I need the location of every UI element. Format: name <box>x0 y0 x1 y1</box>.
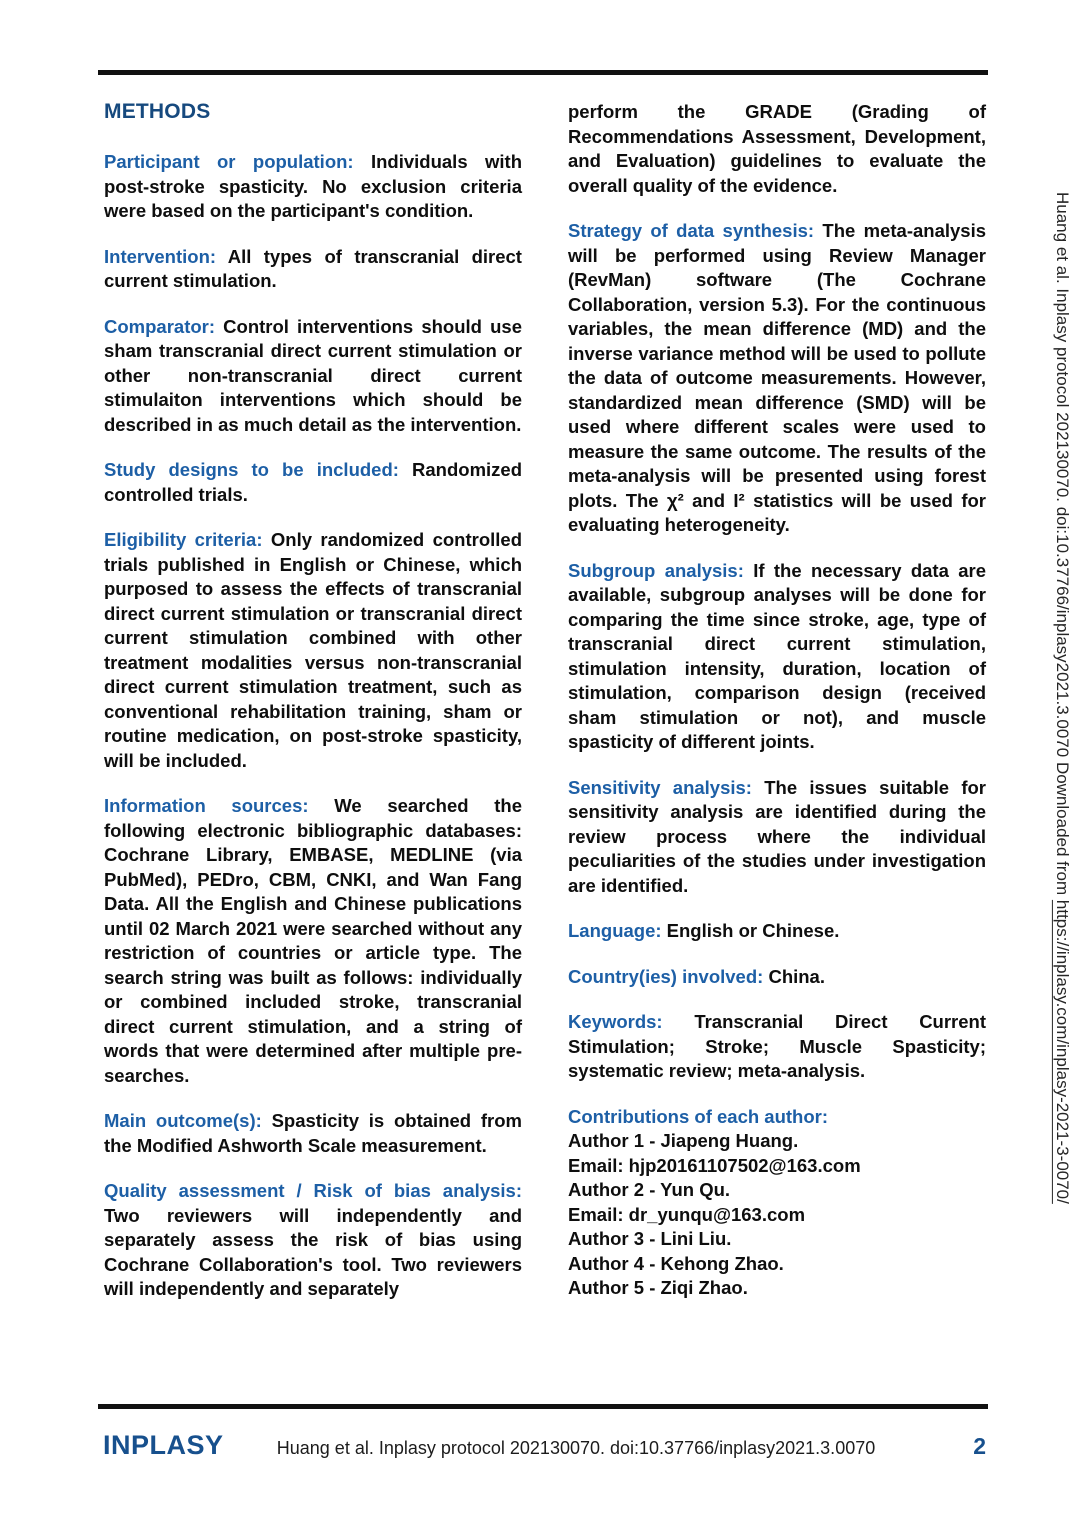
contribution-email-1: Email: hjp20161107502@163.com <box>568 1154 861 1176</box>
section-text: Individuals with post-stroke spasticity. No exclusion criteria were based on the participant's condition. <box>104 151 522 221</box>
section-label: Participant or population: <box>104 151 354 172</box>
two-column-layout <box>104 100 986 1323</box>
paragraph-language <box>568 919 986 944</box>
section-label: Study designs to be included: <box>104 459 399 480</box>
sidebar-citation-link[interactable]: https://inplasy.com/inplasy-2021-3-0070/ <box>1053 899 1072 1204</box>
section-label: Eligibility criteria: <box>104 529 263 550</box>
section-text: Two reviewers will independently and separately assess the risk of bias using Cochrane Collaboration's tool. Two reviewers will independently and separately <box>104 1204 522 1299</box>
section-text: China. <box>768 965 825 987</box>
paragraph-intervention <box>104 245 522 294</box>
section-text: The issues suitable for sensitivity analysis are identified during the review process where the individual peculiarities of the studies under investigation are identified. <box>568 776 986 896</box>
paragraph-eligibility <box>104 528 522 773</box>
left-column <box>104 100 522 1323</box>
section-text: Spasticity is obtained from the Modified Ashworth Scale measurement. <box>104 1110 522 1156</box>
section-label: Information sources: <box>104 795 309 816</box>
footer-rule <box>98 1404 988 1409</box>
sidebar-rotated-citation <box>1036 192 1072 1332</box>
section-text: We searched the following electronic bibliographic databases: Cochrane Library, EMBASE, MEDLINE (via PubMed), PEDro, CBM, CNKI, and Wan Fang Data. All the English and Chinese publications until 02 March 2021 were searched without any restriction of countries or article type. The search string was built as follows: individually or combined included stroke, transcranial direct current stimulation, and a string of words that were determined after multiple pre-searches. <box>104 795 523 1086</box>
section-text: Randomized controlled trials. <box>104 459 522 505</box>
section-label: Quality assessment / Risk of bias analysis: <box>104 1180 522 1201</box>
contribution-author-5: Author 5 - Ziqi Zhao. <box>568 1277 748 1298</box>
paragraph-information-sources <box>104 794 522 1088</box>
contribution-author-4: Author 4 - Kehong Zhao. <box>568 1252 784 1274</box>
page-number: 2 <box>973 1433 986 1459</box>
contribution-author-1: Author 1 - Jiapeng Huang. <box>568 1130 799 1151</box>
section-label: Subgroup analysis: <box>568 559 744 581</box>
paragraph-study-designs <box>104 458 522 507</box>
right-column <box>568 100 986 1323</box>
section-text: The meta-analysis will be performed using Review Manager (RevMan) software (The Cochrane Collaboration, version 5.3). For the continuous variables, the mean difference (MD) and the inverse variance method will be used to pollute the data of outcome measurements. However, standardized mean difference (SMD) will be used where different scales were used to measure the same outcome. The results of the meta-analysis will be presented using forest plots. The χ² and I² statistics will be used for evaluating heterogeneity. <box>568 220 987 535</box>
inplasy-logo: INPLASY <box>103 1430 224 1460</box>
paragraph-contributions <box>568 1105 986 1301</box>
contribution-author-2: Author 2 - Yun Qu. <box>568 1179 731 1200</box>
paragraph-quality-assessment <box>104 1179 522 1302</box>
section-label: Main outcome(s): <box>104 1110 262 1131</box>
paragraph-keywords <box>568 1010 986 1084</box>
paragraph-countries <box>568 965 986 990</box>
methods-heading: METHODS <box>104 100 211 123</box>
section-label: Keywords: <box>568 1011 663 1032</box>
paragraph-subgroup-analysis <box>568 559 986 755</box>
footer-citation: Huang et al. Inplasy protocol 202130070. doi:10.37766/inplasy2021.3.0070 <box>276 1438 876 1458</box>
paragraph-grade-continuation <box>568 100 986 198</box>
section-text: perform the GRADE (Grading of Recommendations Assessment, Development, and Evaluation) guidelines to evaluate the overall quality of the evidence. <box>568 101 986 196</box>
sidebar-citation-text: Huang et al. Inplasy protocol 202130070. doi:10.37766/inplasy2021.3.0070 Downloaded from <box>1053 192 1072 900</box>
paragraph-participant <box>104 150 522 224</box>
paragraph-main-outcomes <box>104 1109 522 1158</box>
paragraph-comparator <box>104 315 522 438</box>
section-text: If the necessary data are available, subgroup analyses will be done for comparing the time since stroke, age, type of transcranial direct current stimulation, stimulation intensity, duration, location of stimulation, comparison design (received sham stimulation or not), and muscle spasticity of different joints. <box>568 559 987 752</box>
top-rule <box>98 70 988 75</box>
section-label: Intervention: <box>104 245 217 267</box>
section-label: Country(ies) involved: <box>568 965 764 987</box>
section-text: Control interventions should use sham transcranial direct current stimulation or other non-transcranial direct current stimulaiton interventions which should be described in as much detail as the intervention. <box>104 315 522 435</box>
section-text: Only randomized controlled trials published in English or Chinese, which purposed to assess the effects of transcranial direct current stimulation or transcranial direct current stimulation combined with other treatment modalities versus non-transcranial direct current stimulation treatment, such as conventional rehabilitation training, sham or routine medication, on post-stroke spasticity, will be included. <box>104 529 522 771</box>
section-label: Sensitivity analysis: <box>568 776 752 798</box>
section-label: Comparator: <box>104 315 216 337</box>
paragraph-strategy-synthesis <box>568 219 986 538</box>
section-label: Strategy of data synthesis: <box>568 220 815 241</box>
section-label: Language: <box>568 920 662 941</box>
contribution-author-3: Author 3 - Lini Liu. <box>568 1228 732 1249</box>
section-label: Contributions of each author: <box>568 1105 829 1127</box>
section-text: English or Chinese. <box>666 920 840 941</box>
section-text: Transcranial Direct Current Stimulation; Stroke; Muscle Spasticity; systematic review; meta-analysis. <box>568 1011 987 1081</box>
paragraph-sensitivity-analysis <box>568 776 986 899</box>
contribution-email-2: Email: dr_yunqu@163.com <box>568 1203 806 1225</box>
section-text: All types of transcranial direct current stimulation. <box>104 245 522 291</box>
